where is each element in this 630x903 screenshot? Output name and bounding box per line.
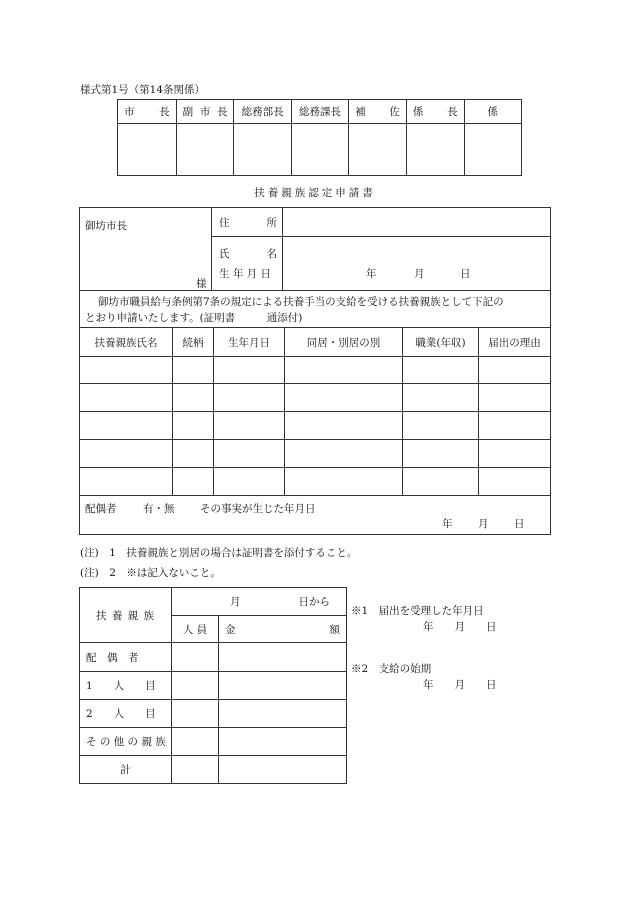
dependent-name-cell[interactable] — [80, 357, 173, 384]
summary-persons-cell[interactable] — [172, 643, 219, 672]
payment-start-label: ※2 支給の始期 — [351, 663, 432, 675]
summary-row-other-relatives: そ の 他 の 親 族 — [80, 728, 172, 756]
header-dependent-name: 扶養親族氏名 — [80, 328, 173, 357]
note-1: (注) 1 扶養親族と別居の場合は証明書を添付すること。 — [80, 547, 358, 559]
form-title: 扶養親族認定申請書 — [254, 187, 376, 199]
approval-stamp-cell[interactable] — [291, 124, 348, 176]
summary-row-total: 計 — [80, 756, 172, 784]
address-field[interactable] — [283, 208, 550, 236]
approval-stamp-cell[interactable] — [406, 124, 464, 176]
occupation-cell[interactable] — [403, 468, 479, 496]
reason-cell[interactable] — [479, 357, 551, 384]
summary-header-month-from: 月 日から — [172, 588, 347, 616]
relationship-cell[interactable] — [173, 412, 214, 440]
dependents-table — [79, 327, 551, 496]
reason-cell[interactable] — [479, 384, 551, 412]
payment-start-value: 年 月 日 — [423, 679, 497, 691]
relationship-cell[interactable] — [173, 384, 214, 412]
summary-amount-cell[interactable] — [219, 756, 347, 784]
reason-cell[interactable] — [479, 440, 551, 468]
birthdate-cell[interactable] — [214, 440, 285, 468]
header-relationship: 続柄 — [173, 328, 214, 357]
birth-month-unit: 月 — [414, 268, 425, 280]
approval-stamp-table — [117, 99, 522, 176]
approval-stamp-cell[interactable] — [176, 124, 234, 176]
note-2: (注) 2 ※は記入ないこと。 — [80, 567, 221, 579]
occupation-cell[interactable] — [403, 440, 479, 468]
approval-header-deputy-mayor: 副 市 長 — [176, 100, 234, 124]
spouse-month-unit: 月 — [478, 518, 489, 530]
cohabitation-cell[interactable] — [285, 468, 403, 496]
statement-line-2: とおり申請いたします。(証明書 通添付) — [85, 312, 303, 324]
address-label: 住 所 — [219, 217, 277, 229]
name-label: 氏 名 — [219, 248, 277, 260]
summary-row-spouse: 配 偶 者 — [80, 643, 172, 672]
occupation-cell[interactable] — [403, 384, 479, 412]
name-birthdate-field[interactable] — [283, 237, 550, 289]
occupation-cell[interactable] — [403, 357, 479, 384]
summary-amount-cell[interactable] — [219, 728, 347, 756]
approval-stamp-cell[interactable] — [464, 124, 521, 176]
birthdate-label: 生 年 月 日 — [219, 268, 272, 280]
header-birthdate: 生年月日 — [214, 328, 285, 357]
summary-header-persons: 人 員 — [172, 616, 219, 643]
reason-cell[interactable] — [479, 468, 551, 496]
dependent-name-cell[interactable] — [80, 468, 173, 496]
approval-header-general-affairs-director: 総務部長 — [234, 100, 291, 124]
summary-persons-cell[interactable] — [172, 728, 219, 756]
receipt-date-value: 年 月 日 — [423, 621, 497, 633]
addressee: 御坊市長 — [85, 220, 127, 232]
receipt-date-label: ※1 届出を受理した年月日 — [351, 605, 484, 617]
birthdate-cell[interactable] — [214, 384, 285, 412]
dependent-name-cell[interactable] — [80, 412, 173, 440]
dependent-row — [80, 384, 551, 412]
dependent-row — [80, 440, 551, 468]
dependent-row — [80, 357, 551, 384]
cohabitation-cell[interactable] — [285, 412, 403, 440]
header-cohabitation: 同居・別居の別 — [285, 328, 403, 357]
header-reason: 届出の理由 — [479, 328, 551, 357]
approval-stamp-cell[interactable] — [234, 124, 291, 176]
cohabitation-cell[interactable] — [285, 440, 403, 468]
relationship-cell[interactable] — [173, 357, 214, 384]
approval-stamp-cell[interactable] — [118, 124, 177, 176]
summary-amount-cell[interactable] — [219, 643, 347, 672]
summary-row-second-person: 2 人 目 — [80, 700, 172, 728]
spouse-day-unit: 日 — [514, 518, 525, 530]
spouse-year-unit: 年 — [442, 518, 453, 530]
dependent-name-cell[interactable] — [80, 384, 173, 412]
relationship-cell[interactable] — [173, 468, 214, 496]
statement-line-1: 御坊市職員給与条例第7条の規定による扶養手当の支給を受ける扶養親族として下記の — [98, 296, 504, 308]
approval-stamp-cell[interactable] — [349, 124, 407, 176]
approval-header-general-affairs-chief: 総務課長 — [291, 100, 348, 124]
dependent-name-cell[interactable] — [80, 440, 173, 468]
sama-honorific: 様 — [196, 278, 207, 290]
summary-header-amount: 金 額 — [219, 616, 347, 643]
summary-amount-cell[interactable] — [219, 700, 347, 728]
dependent-row — [80, 412, 551, 440]
summary-header-dependents: 扶 養 親 族 — [80, 588, 172, 643]
summary-persons-cell[interactable] — [172, 672, 219, 700]
spouse-yes-no-option[interactable]: 有・無 — [143, 503, 175, 515]
summary-persons-cell[interactable] — [172, 756, 219, 784]
header-occupation-income: 職業(年収) — [403, 328, 479, 357]
cohabitation-cell[interactable] — [285, 357, 403, 384]
approval-header-staff: 係 — [464, 100, 521, 124]
birthdate-cell[interactable] — [214, 412, 285, 440]
summary-table — [79, 587, 347, 784]
dependent-row — [80, 468, 551, 496]
birth-year-unit: 年 — [366, 268, 377, 280]
approval-header-mayor: 市 長 — [118, 100, 177, 124]
relationship-cell[interactable] — [173, 440, 214, 468]
approval-header-assistant: 補 佐 — [349, 100, 407, 124]
cohabitation-cell[interactable] — [285, 384, 403, 412]
form-number: 様式第1号（第14条関係） — [80, 84, 206, 96]
occupation-cell[interactable] — [403, 412, 479, 440]
reason-cell[interactable] — [479, 412, 551, 440]
spouse-fact-date-label: その事実が生じた年月日 — [200, 503, 316, 515]
summary-persons-cell[interactable] — [172, 700, 219, 728]
spouse-label: 配偶者 — [85, 503, 117, 515]
birthdate-cell[interactable] — [214, 468, 285, 496]
summary-row-first-person: 1 人 目 — [80, 672, 172, 700]
birthdate-cell[interactable] — [214, 357, 285, 384]
birth-day-unit: 日 — [460, 268, 471, 280]
summary-amount-cell[interactable] — [219, 672, 347, 700]
approval-header-section-chief: 係 長 — [406, 100, 464, 124]
